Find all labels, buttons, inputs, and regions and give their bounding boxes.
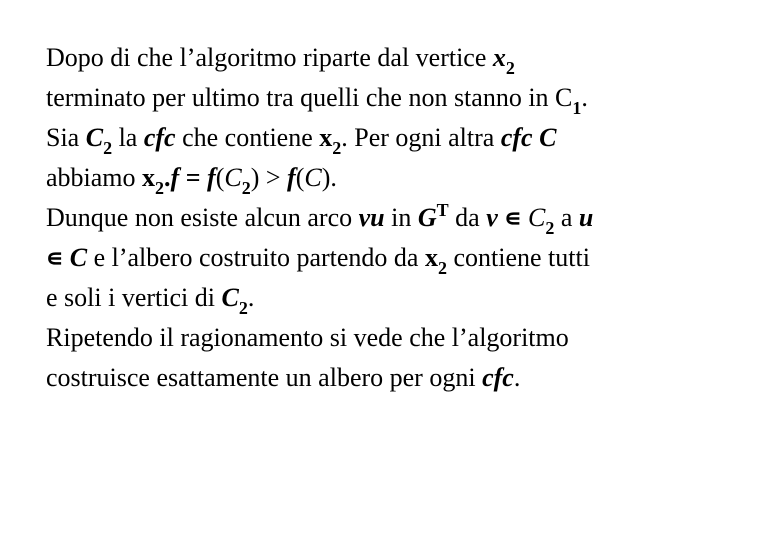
text-line-3	[46, 118, 746, 158]
subscript-1: 1	[572, 98, 582, 118]
var-C: C	[224, 163, 242, 192]
text: .	[247, 283, 255, 312]
text: da	[448, 203, 487, 232]
dot: .	[164, 163, 171, 192]
var-C: C	[85, 123, 104, 152]
var-f: f	[287, 163, 296, 192]
subscript-2: 2	[505, 58, 515, 78]
term-cfc: cfc	[143, 123, 176, 152]
subscript-2: 2	[545, 218, 555, 238]
body-text	[46, 38, 746, 398]
var-f: f	[207, 163, 216, 192]
text: terminato per ultimo tra quelli che non stanno in C	[46, 83, 573, 112]
element-of-symbol: ∊	[504, 206, 522, 232]
var-u: u	[578, 203, 594, 232]
text: .	[513, 363, 521, 392]
text: Sia	[46, 123, 86, 152]
text: e l’albero costruito partendo da	[87, 243, 425, 272]
text: (	[295, 163, 305, 192]
text: . Per ogni altra	[341, 123, 501, 152]
var-f: f	[170, 163, 180, 192]
text: costruisce esattamente un albero per ogni	[46, 363, 483, 392]
text: la	[112, 123, 144, 152]
text: e soli i vertici di	[46, 283, 222, 312]
text-line-8	[46, 318, 746, 358]
subscript-2: 2	[155, 178, 165, 198]
var-v: v	[486, 203, 498, 232]
text: .	[581, 83, 588, 112]
var-C: C	[69, 243, 88, 272]
term-cfc: cfc	[482, 363, 514, 392]
text: in	[384, 203, 418, 232]
var-x: x	[319, 123, 333, 152]
element-of-symbol: ∊	[46, 246, 64, 272]
text: che contiene	[175, 123, 320, 152]
text: Ripetendo il ragionamento si vede che l’algoritmo	[46, 323, 569, 352]
text: ).	[321, 163, 337, 192]
text-line-9	[46, 358, 746, 398]
var-x: x	[492, 43, 506, 72]
subscript-2: 2	[241, 178, 251, 198]
term-cfc: cfc	[500, 123, 533, 152]
var-G: G	[417, 203, 437, 232]
text-line-5	[46, 198, 746, 238]
equals: =	[179, 163, 208, 192]
text-line-2	[46, 78, 746, 118]
text: abbiamo	[46, 163, 143, 192]
text: Dopo di che l’algoritmo riparte dal vertice	[46, 43, 493, 72]
var-C: C	[539, 123, 557, 152]
var-x: x	[142, 163, 156, 192]
text-line-1	[46, 38, 746, 78]
subscript-2: 2	[332, 138, 342, 158]
subscript-2: 2	[437, 258, 447, 278]
var-vu: vu	[358, 203, 385, 232]
subscript-2: 2	[238, 298, 248, 318]
var-C: C	[304, 163, 322, 192]
text: a	[554, 203, 579, 232]
superscript-T: T	[436, 200, 449, 220]
subscript-2: 2	[103, 138, 113, 158]
var-C: C	[527, 203, 546, 232]
var-x: x	[424, 243, 438, 272]
text-line-7	[46, 278, 746, 318]
text: (	[215, 163, 225, 192]
text-line-6	[46, 238, 746, 278]
text: Dunque non esiste alcun arco	[46, 203, 359, 232]
text: contiene tutti	[446, 243, 590, 272]
var-C: C	[221, 283, 239, 312]
text: ) >	[250, 163, 288, 192]
text-line-4	[46, 158, 746, 198]
